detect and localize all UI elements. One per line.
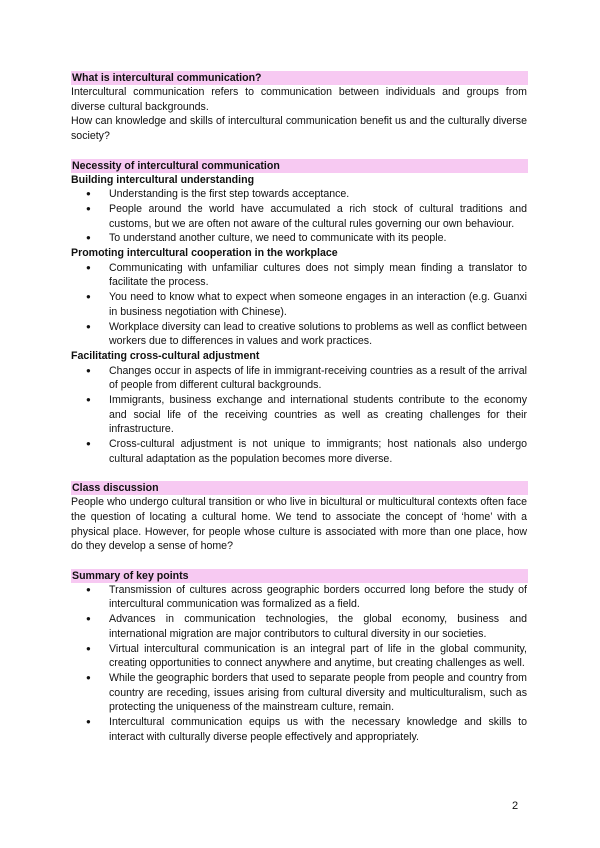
subheading-building-understanding: Building intercultural understanding (71, 173, 255, 186)
heading-what-is-ic: What is intercultural communication? (71, 71, 528, 85)
list-item: ● Communicating with unfamiliar cultures does not simply mean finding a translator to facilitate the process. (71, 261, 527, 290)
heading-class-discussion: Class discussion (71, 481, 528, 495)
list-item: ● People around the world have accumulated a rich stock of cultural traditions and customs, but we are often not aware of the cultural rules governing our own behaviour. (71, 202, 527, 231)
list-item: ● Understanding is the first step towards acceptance. (71, 187, 527, 202)
list-item: ● Intercultural communication equips us with the necessary knowledge and skills to interact with culturally diverse people effectively and appropriately. (71, 715, 527, 744)
heading-necessity: Necessity of intercultural communication (71, 159, 528, 173)
list-item: ● Transmission of cultures across geographic borders occurred long before the study of intercultural communication was formalized as a field. (71, 583, 527, 612)
list-item: ● You need to know what to expect when someone engages in an interaction (e.g. Guanxi in business negotiation with Chinese). (71, 290, 527, 319)
list-item: ● Advances in communication technologies, the global economy, business and international migration are major contributors to cultural diversity in our societies. (71, 612, 527, 641)
list-item: ● Cross-cultural adjustment is not unique to immigrants; host nationals also undergo cultural adaptation as the population becomes more diverse. (71, 437, 527, 466)
heading-summary: Summary of key points (71, 569, 528, 583)
list-item: ● Immigrants, business exchange and international students contribute to the economy and social life of the receiving countries as well as creating challenges for their infrastructure. (71, 393, 527, 437)
page-number: 2 (512, 800, 519, 812)
discussion-paragraph: People who undergo cultural transition or who live in bicultural or multicultural contexts often face the question of locating a cultural home. We tend to associate the concept of ‘home’ with a physical place. However, for people whose culture is associated with more than one place, how do they develop a sense of home? (71, 496, 527, 553)
list-item: ● Virtual intercultural communication is an integral part of life in the global community, creating opportunities to connect anywhere and anytime, but creating challenges as well. (71, 642, 527, 671)
list-item: ● Workplace diversity can lead to creative solutions to problems as well as conflict between workers due to differences in values and work practices. (71, 320, 527, 349)
list-cross-cultural-adjustment (71, 364, 527, 467)
intro-paragraph-2: How can knowledge and skills of intercultural communication benefit us and the culturally diverse society? (71, 115, 527, 143)
subheading-cross-cultural-adjustment: Facilitating cross-cultural adjustment (71, 349, 260, 362)
subheading-workplace-cooperation: Promoting intercultural cooperation in the workplace (71, 247, 338, 259)
intro-paragraph-1: Intercultural communication refers to communication between individuals and groups from diverse cultural backgrounds. (71, 86, 527, 113)
list-summary (71, 583, 527, 745)
list-building-understanding (71, 187, 527, 246)
list-item: ● Changes occur in aspects of life in immigrant-receiving countries as a result of the arrival of people from different cultural backgrounds. (71, 364, 527, 393)
list-item: ● While the geographic borders that used to separate people from people and country from country are receding, issues arising from cultural diversity and multiculturalism, such as protecting the uniqueness of the mainstream culture, remain. (71, 671, 527, 715)
list-item: ● To understand another culture, we need to communicate with its people. (71, 231, 527, 246)
list-workplace-cooperation (71, 261, 527, 349)
document-content (71, 71, 527, 744)
